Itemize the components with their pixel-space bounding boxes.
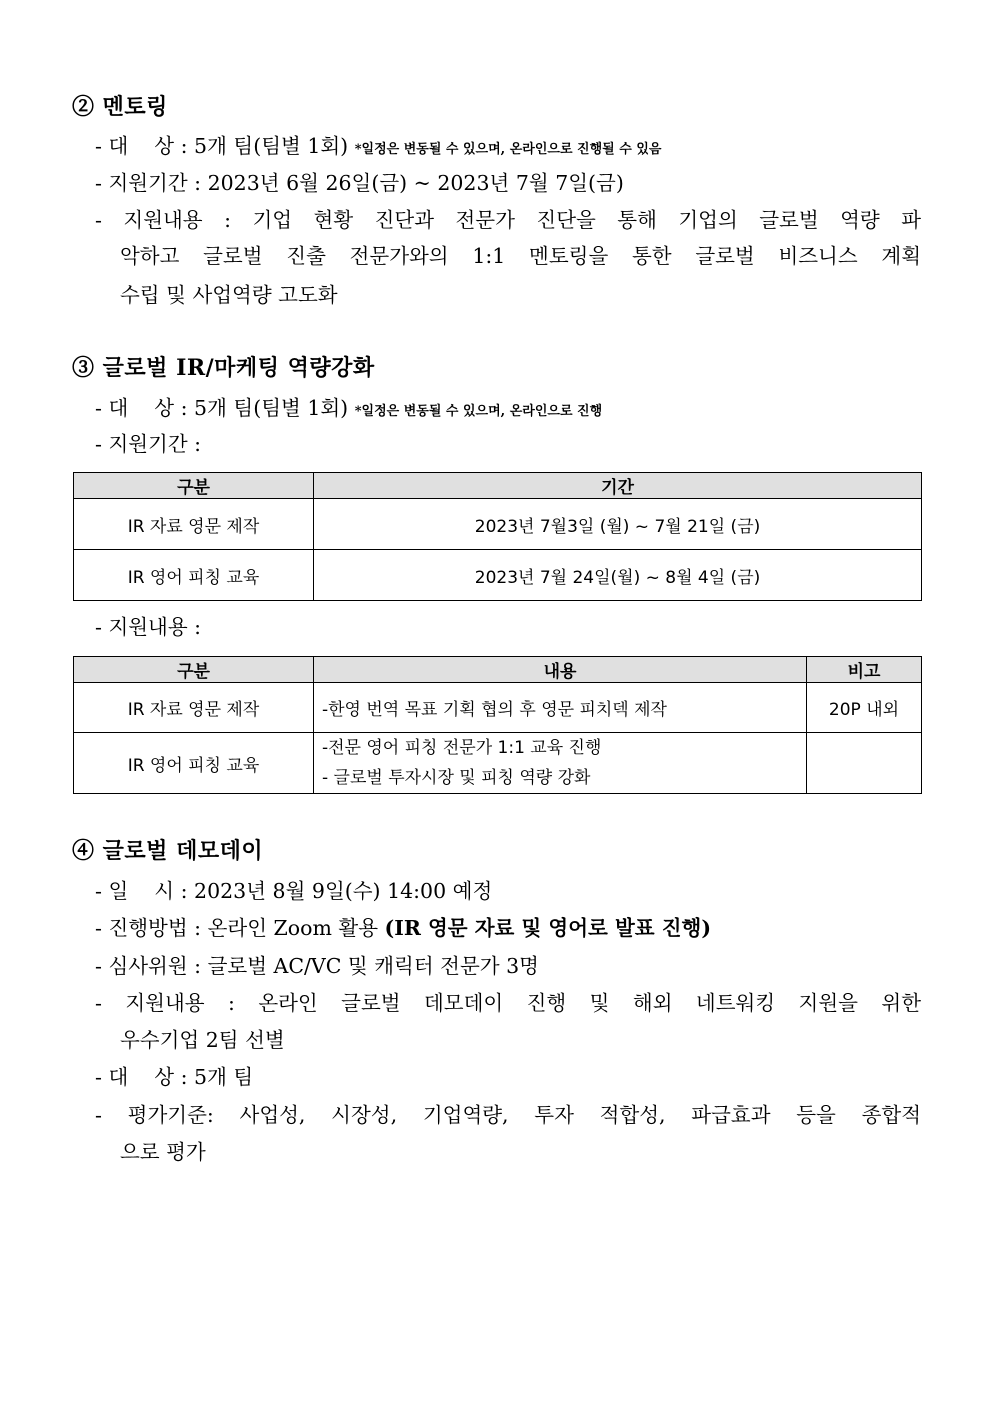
table-row xyxy=(74,683,922,733)
table-row xyxy=(74,733,922,794)
table-cell: -한영 번역 목표 기획 협의 후 영문 피치덱 제작 xyxy=(314,683,807,733)
demoday-content-line-1: - 지원내용 : 온라인 글로벌 데모데이 진행 및 해외 네트워킹 지원을 위한 xyxy=(95,991,921,1015)
table-cell xyxy=(807,733,922,794)
table-cell: IR 영어 피칭 교육 xyxy=(74,550,314,601)
ir-target-note: *일정은 변동될 수 있으며, 온라인으로 진행 xyxy=(354,404,603,419)
section-heading-demoday: ④ 글로벌 데모데이 xyxy=(72,838,264,864)
table-header: 기간 xyxy=(314,473,922,499)
ir-period-table xyxy=(73,472,922,601)
demoday-date: - 일 시 : 2023년 8월 9일(수) 14:00 예정 xyxy=(95,879,493,903)
mentoring-period: - 지원기간 : 2023년 6월 26일(금) ~ 2023년 7월 7일(금) xyxy=(95,171,624,195)
demoday-method-text: - 진행방법 : 온라인 Zoom 활용 xyxy=(95,916,385,940)
mentoring-content-line-3: 수립 및 사업역량 고도화 xyxy=(120,283,338,307)
table-header: 비고 xyxy=(807,657,922,683)
table-cell xyxy=(314,733,807,794)
table-header: 내용 xyxy=(314,657,807,683)
table-cell: 20P 내외 xyxy=(807,683,922,733)
cell-line: -전문 영어 피칭 전문가 1:1 교육 진행 xyxy=(322,738,602,758)
demoday-target: - 대 상 : 5개 팀 xyxy=(95,1065,254,1089)
table-row xyxy=(74,499,922,550)
ir-target-text: - 대 상 : 5개 팀(팀별 1회) xyxy=(95,396,349,420)
demoday-criteria-line-1: - 평가기준: 사업성, 시장성, 기업역량, 투자 적합성, 파급효과 등을 종합적 xyxy=(95,1103,921,1127)
demoday-method xyxy=(95,913,711,943)
table-cell: 2023년 7월 24일(월) ~ 8월 4일 (금) xyxy=(314,550,922,601)
table-header: 구분 xyxy=(74,657,314,683)
ir-content-label: - 지원내용 : xyxy=(95,615,202,639)
demoday-content-line-2: 우수기업 2팀 선별 xyxy=(120,1028,285,1052)
mentoring-target xyxy=(95,131,661,165)
demoday-criteria-line-2: 으로 평가 xyxy=(120,1140,206,1164)
cell-line: - 글로벌 투자시장 및 피칭 역량 강화 xyxy=(322,768,591,788)
table-cell: IR 자료 영문 제작 xyxy=(74,499,314,550)
demoday-method-bold: (IR 영문 자료 및 영어로 발표 진행) xyxy=(384,916,712,940)
table-cell: 2023년 7월3일 (월) ~ 7월 21일 (금) xyxy=(314,499,922,550)
table-row xyxy=(74,550,922,601)
mentoring-content-line-2: 악하고 글로벌 진출 전문가와의 1:1 멘토링을 통한 글로벌 비즈니스 계획 xyxy=(120,244,921,268)
mentoring-target-note: *일정은 변동될 수 있으며, 온라인으로 진행될 수 있음 xyxy=(354,142,662,157)
table-cell: IR 영어 피칭 교육 xyxy=(74,733,314,794)
table-cell: IR 자료 영문 제작 xyxy=(74,683,314,733)
section-heading-mentoring: ② 멘토링 xyxy=(72,94,168,120)
ir-period-label: - 지원기간 : xyxy=(95,432,202,456)
ir-target xyxy=(95,393,602,427)
mentoring-target-text: - 대 상 : 5개 팀(팀별 1회) xyxy=(95,134,349,158)
mentoring-content-line-1: - 지원내용 : 기업 현황 진단과 전문가 진단을 통해 기업의 글로벌 역량 파 xyxy=(95,208,921,232)
ir-content-table xyxy=(73,656,922,794)
table-header: 구분 xyxy=(74,473,314,499)
demoday-judges: - 심사위원 : 글로벌 AC/VC 및 캐릭터 전문가 3명 xyxy=(95,954,539,978)
section-heading-ir-marketing: ③ 글로벌 IR/마케팅 역량강화 xyxy=(72,355,375,381)
